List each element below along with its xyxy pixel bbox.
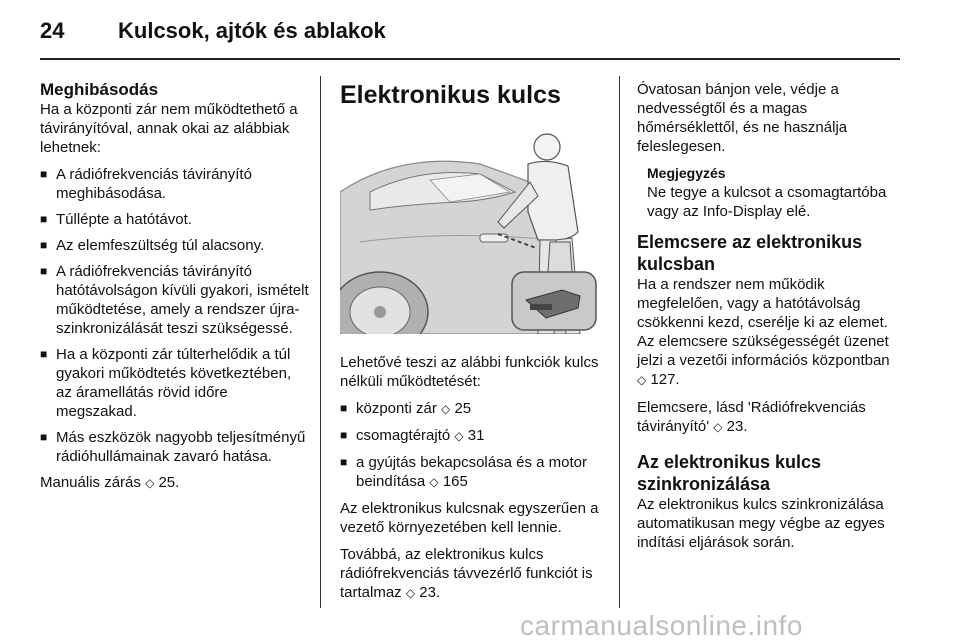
list-item: ■ A rádiófrekvenciás távirányító meghibásodása. xyxy=(40,166,252,202)
page-ref[interactable]: 165 xyxy=(442,473,468,490)
functions-list xyxy=(340,399,606,492)
page-ref[interactable]: 23. xyxy=(419,584,441,601)
column-divider-1 xyxy=(320,76,321,608)
bullet-icon: ■ xyxy=(340,428,348,442)
list-item: ■ Más eszközök nagyobb teljesítményű rádióhullámainak zavaró hatása. xyxy=(40,429,306,465)
electronic-key-illustration xyxy=(340,122,602,334)
page-ref[interactable]: 127. xyxy=(650,371,680,388)
page-ref[interactable]: 25 xyxy=(454,400,472,417)
page-ref[interactable]: 23. xyxy=(726,418,748,435)
malfunction-list xyxy=(40,165,310,466)
page-ref-icon: ◇ xyxy=(405,586,416,600)
list-item: ■ Ha a központi zár túlterhelődik a túl gyakori működtetés következtében, az áramellátás rövid időre megszakad. xyxy=(40,346,292,420)
bullet-icon: ■ xyxy=(40,167,48,181)
battery-paragraph-1: Ha a rendszer nem működik megfelelően, vagy a hatótávolság csökkenni kezd, cserélje ki az elemet. Az elemcsere szükségességét üzenet jelzi a vezetői információs központban ◇ 127. xyxy=(637,276,890,388)
header-rule xyxy=(40,58,900,60)
page-ref-icon: ◇ xyxy=(145,476,155,490)
electronic-key-p1: Az elektronikus kulcsnak egyszerűen a vezető környezetében kell lennie. xyxy=(340,500,599,536)
bullet-icon: ■ xyxy=(40,238,48,252)
heading-battery-replacement: Elemcsere az elektronikus kulcsban xyxy=(637,232,863,274)
bullet-icon: ■ xyxy=(40,264,48,278)
electronic-key-p2: Továbbá, az elektronikus kulcs rádiófrekvenciás távvezérlő funkciót is tartalmaz ◇ 23. xyxy=(340,546,593,601)
manual-locking-ref: Manuális zárás ◇ 25. xyxy=(40,474,180,491)
page-ref[interactable]: 25. xyxy=(158,474,180,491)
bullet-icon: ■ xyxy=(340,401,348,415)
battery-paragraph-2: Elemcsere, lásd 'Rádiófrekvenciás távirányító' ◇ 23. xyxy=(637,399,866,435)
page-ref-icon: ◇ xyxy=(429,475,439,489)
page-ref-icon: ◇ xyxy=(454,429,464,443)
bullet-icon: ■ xyxy=(40,212,48,226)
page-ref-icon: ◇ xyxy=(441,402,451,416)
list-item: ■ Az elemfeszültség túl alacsony. xyxy=(40,237,265,254)
note-text: Ne tegye a kulcsot a csomagtartóba vagy az Info-Display elé. xyxy=(647,184,887,220)
watermark: carmanualsonline.info xyxy=(520,610,803,641)
bullet-icon: ■ xyxy=(340,455,348,469)
note-title: Megjegyzés xyxy=(647,165,726,181)
heading-electronic-key: Elektronikus kulcs xyxy=(340,81,561,109)
electronic-key-intro: Lehetővé teszi az alábbi funkciók kulcs nélküli működtetését: xyxy=(340,354,599,390)
page-ref-icon: ◇ xyxy=(637,373,647,387)
list-item: ■ csomagtérajtó ◇ 31 xyxy=(340,427,485,444)
sync-paragraph: Az elektronikus kulcs szinkronizálása automatikusan megy végbe az egyes indítási eljárások során. xyxy=(637,496,885,551)
heading-synchronization: Az elektronikus kulcs szinkronizálása xyxy=(637,452,822,494)
column-2 xyxy=(340,80,606,611)
page-header xyxy=(40,18,386,44)
column-1 xyxy=(40,80,310,501)
page-number: 24 xyxy=(40,18,65,43)
page-ref[interactable]: 31 xyxy=(467,427,485,444)
list-item: ■ a gyújtás bekapcsolása és a motor beindítása ◇ 165 xyxy=(340,454,587,490)
care-paragraph: Óvatosan bánjon vele, védje a nedvességtől és a magas hőmérséklettől, és ne használja feleslegesen. xyxy=(637,81,848,155)
bullet-icon: ■ xyxy=(40,347,48,361)
list-item: ■ Túllépte a hatótávot. xyxy=(40,211,192,228)
list-item: ■ A rádiófrekvenciás távirányító hatótávolságon kívüli gyakori, ismételt működtetése, amely a rendszer újra-szinkronizálását teszi szükségessé. xyxy=(40,263,309,337)
column-divider-2 xyxy=(619,76,620,608)
bullet-icon: ■ xyxy=(40,430,48,444)
page-title: Kulcsok, ajtók és ablakok xyxy=(118,18,386,43)
column-3 xyxy=(637,80,903,560)
note-box xyxy=(637,164,903,221)
heading-malfunction: Meghibásodás xyxy=(40,80,159,99)
page-ref-icon: ◇ xyxy=(713,420,723,434)
malfunction-intro: Ha a központi zár nem működtethető a távirányítóval, annak okai az alábbiak lehetnek: xyxy=(40,101,298,156)
list-item: ■ központi zár ◇ 25 xyxy=(340,400,472,417)
